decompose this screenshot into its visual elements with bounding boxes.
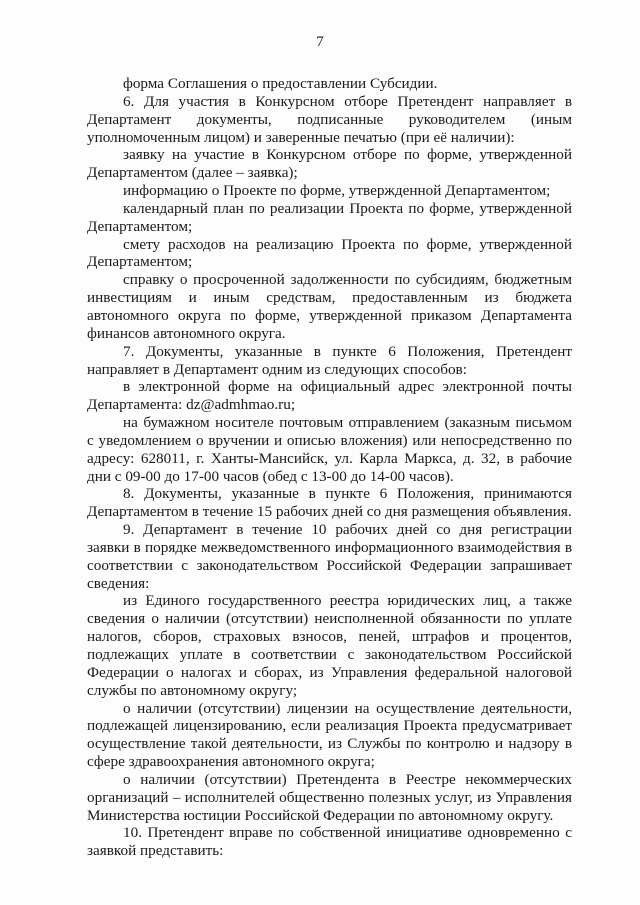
paragraph: на бумажном носителе почтовым отправлением (заказным письмом с уведомлением о вручении и описью вложения) или непосредственно по адресу: 628011, г. Ханты-Мансийск, ул. Карла Маркса, д. 32, в рабочие дни с 09-00 до 17-00 часов (обед с 13-00 до 14-00 часов). — [87, 414, 572, 485]
paragraph: календарный план по реализации Проекта по форме, утвержденной Департаментом; — [87, 199, 572, 235]
paragraph: 10. Претендент вправе по собственной инициативе одновременно с заявкой представить: — [87, 824, 572, 860]
paragraph: 6. Для участия в Конкурсном отборе Претендент направляет в Департамент документы, подписанные руководителем (иным уполномоченным лицом) и заверенные печатью (при её наличии): — [87, 92, 572, 146]
paragraph: 9. Департамент в течение 10 рабочих дней со дня регистрации заявки в порядке межведомственного информационного взаимодействия в соответствии с законодательством Российской Федерации запрашивает сведения: — [87, 521, 572, 592]
paragraph: информацию о Проекте по форме, утвержденной Департаментом; — [123, 182, 551, 200]
document-body — [87, 75, 572, 860]
paragraph: о наличии (отсутствии) Претендента в Реестре некоммерческих организаций – исполнителей общественно полезных услуг, из Управления Министерства юстиции Российской Федерации по автономному округу. — [87, 770, 572, 824]
paragraph: в электронной форме на официальный адрес электронной почты Департамента: dz@admhmao.ru; — [87, 378, 572, 414]
paragraph: смету расходов на реализацию Проекта по форме, утвержденной Департаментом; — [87, 235, 572, 271]
paragraph: из Единого государственного реестра юридических лиц, а также сведения о наличии (отсутствии) неисполненной обязанности по уплате налогов, сборов, страховых взносов, пеней, штрафов и процентов, подлежащих уплате в соответствии с законодательством Российской Федерации о налогах и сборах, из Управления федеральной налоговой службы по автономному округу; — [87, 592, 572, 699]
paragraph: о наличии (отсутствии) лицензии на осуществление деятельности, подлежащей лицензированию, если реализация Проекта предусматривает осуществление такой деятельности, из Службы по контролю и надзору в сфере здравоохранения автономного округа; — [87, 699, 572, 771]
paragraph: 8. Документы, указанные в пункте 6 Положения, принимаются Департаментом в течение 15 рабочих дней со дня размещения объявления. — [87, 485, 572, 521]
paragraph: справку о просроченной задолженности по субсидиям, бюджетным инвестициям и иным средствам, предоставленным из бюджета автономного округа по форме, утвержденной приказом Департамента финансов автономного округа. — [87, 271, 572, 342]
paragraph: 7. Документы, указанные в пункте 6 Положения, Претендент направляет в Департамент одним из следующих способов: — [87, 342, 572, 378]
paragraph: форма Соглашения о предоставлении Субсидии. — [123, 75, 438, 92]
page-number: 7 — [316, 34, 324, 50]
paragraph: заявку на участие в Конкурсном отборе по форме, утвержденной Департаментом (далее – заявка); — [87, 146, 572, 182]
